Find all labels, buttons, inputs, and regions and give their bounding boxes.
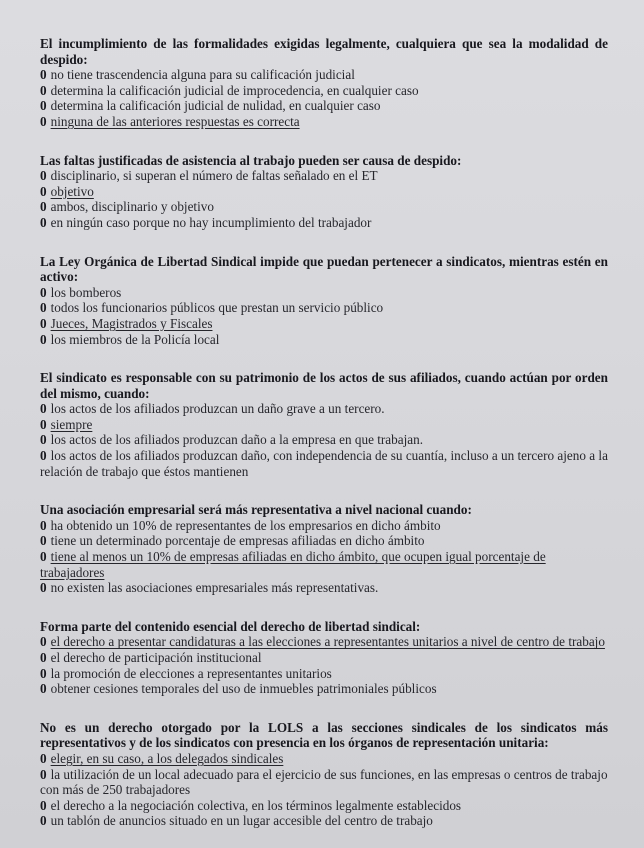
option-marker: 0 xyxy=(40,797,47,813)
option-text: el derecho a la negociación colectiva, en los términos legalmente establecidos xyxy=(50,797,462,813)
option-text: determina la calificación judicial de improcedencia, en cualquier caso xyxy=(50,82,419,98)
answer-option xyxy=(40,798,608,814)
answer-option-correct xyxy=(40,114,608,130)
option-text: los actos de los afiliados produzcan un daño grave a un tercero. xyxy=(50,401,385,417)
option-text: siempre xyxy=(50,416,93,432)
answer-option xyxy=(40,168,608,184)
option-marker: 0 xyxy=(40,813,47,829)
answer-option xyxy=(40,300,608,316)
question-1 xyxy=(40,36,608,130)
answer-option xyxy=(40,813,608,829)
answer-option xyxy=(40,67,608,83)
question-3 xyxy=(40,254,608,348)
option-marker: 0 xyxy=(40,401,47,417)
answer-option xyxy=(40,767,608,798)
option-marker: 0 xyxy=(40,113,47,129)
option-text: la utilización de un local adecuado para el ejercicio de sus funciones, en las empresas o centros de trabajo con más de 250 trabajadores xyxy=(40,766,608,798)
option-marker: 0 xyxy=(40,416,47,432)
question-5 xyxy=(40,502,608,596)
option-text: los miembros de la Policía local xyxy=(50,331,220,347)
answer-option-correct xyxy=(40,316,608,332)
option-marker: 0 xyxy=(40,300,47,316)
option-marker: 0 xyxy=(40,168,47,184)
option-marker: 0 xyxy=(40,199,47,215)
question-stem: Forma parte del contenido esencial del derecho de libertad sindical: xyxy=(40,618,421,634)
option-marker: 0 xyxy=(40,681,47,697)
option-text: no tiene trascendencia alguna para su calificación judicial xyxy=(50,67,355,83)
answer-option xyxy=(40,518,608,534)
option-text: disciplinario, si superan el número de faltas señalado en el ET xyxy=(50,168,378,184)
question-4 xyxy=(40,370,608,479)
answer-option xyxy=(40,83,608,99)
answer-option-correct xyxy=(40,417,608,433)
option-marker: 0 xyxy=(40,766,47,782)
option-text: tiene al menos un 10% de empresas afiliadas en dicho ámbito, que ocupen igual porcentaje de trabajadores xyxy=(40,549,546,580)
question-7 xyxy=(40,720,608,829)
option-marker: 0 xyxy=(40,214,47,230)
option-marker: 0 xyxy=(40,665,47,681)
answer-option-correct xyxy=(40,751,608,767)
answer-option xyxy=(40,681,608,697)
answer-option xyxy=(40,199,608,215)
option-marker: 0 xyxy=(40,650,47,665)
option-marker: 0 xyxy=(40,432,47,448)
option-text: obtener cesiones temporales del uso de inmuebles patrimoniales públicos xyxy=(50,681,437,697)
option-marker: 0 xyxy=(40,533,47,549)
answer-option xyxy=(40,666,608,682)
question-6 xyxy=(40,619,608,697)
answer-option xyxy=(40,432,608,448)
option-text: ambos, disciplinario y objetivo xyxy=(50,199,214,215)
answer-option xyxy=(40,98,608,114)
option-marker: 0 xyxy=(40,82,47,98)
option-text: elegir, en su caso, a los delegados sindicales xyxy=(50,750,284,766)
option-marker: 0 xyxy=(40,67,47,83)
option-text: el derecho a presentar candidaturas a las elecciones a representantes unitarios a nivel de centro de trabajo xyxy=(50,634,605,650)
answer-option xyxy=(40,650,608,666)
answer-option xyxy=(40,215,608,231)
option-text: la promoción de elecciones a representantes unitarios xyxy=(50,665,332,681)
option-text: en ningún caso porque no hay incumplimiento del trabajador xyxy=(50,214,372,230)
question-stem: No es un derecho otorgado por la LOLS a las secciones sindicales de los sindicatos más representativos y de los sindicatos con presencia en los órganos de representación unitaria: xyxy=(40,719,608,751)
answer-option xyxy=(40,580,608,596)
option-marker: 0 xyxy=(40,331,47,347)
answer-option-correct xyxy=(40,184,608,200)
answer-option xyxy=(40,285,608,301)
option-marker: 0 xyxy=(40,517,47,533)
option-text: objetivo xyxy=(50,183,94,199)
question-stem: Las faltas justificadas de asistencia al trabajo pueden ser causa de despido: xyxy=(40,152,462,168)
option-text: un tablón de anuncios situado en un lugar accesible del centro de trabajo xyxy=(50,813,433,829)
option-marker: 0 xyxy=(40,284,47,300)
answer-option-correct xyxy=(40,634,608,650)
answer-option xyxy=(40,533,608,549)
option-marker: 0 xyxy=(40,549,47,565)
answer-option xyxy=(40,332,608,348)
option-marker: 0 xyxy=(40,750,47,766)
answer-option-correct xyxy=(40,549,608,580)
option-text: tiene un determinado porcentaje de empresas afiliadas en dicho ámbito xyxy=(50,533,425,549)
question-2 xyxy=(40,153,608,231)
option-text: los actos de los afiliados produzcan daño a la empresa en que trabajan. xyxy=(50,432,423,448)
option-marker: 0 xyxy=(40,183,47,199)
option-text: el derecho de participación institucional xyxy=(50,650,262,665)
option-marker: 0 xyxy=(40,315,47,331)
option-text: los bomberos xyxy=(50,284,122,300)
option-marker: 0 xyxy=(40,98,47,114)
option-marker: 0 xyxy=(40,634,47,650)
option-marker: 0 xyxy=(40,448,47,464)
option-text: determina la calificación judicial de nulidad, en cualquier caso xyxy=(50,98,381,114)
option-text: no existen las asociaciones empresariales más representativas. xyxy=(50,580,379,596)
option-text: Jueces, Magistrados y Fiscales xyxy=(50,315,213,331)
question-stem: El sindicato es responsable con su patrimonio de los actos de sus afiliados, cuando actúan por orden del mismo, cuando: xyxy=(40,370,608,401)
question-stem: Una asociación empresarial será más representativa a nivel nacional cuando: xyxy=(40,502,472,518)
answer-option xyxy=(40,401,608,417)
option-text: los actos de los afiliados produzcan daño, con independencia de su cuantía, incluso a un tercero ajeno a la relación de trabajo que éstos mantienen xyxy=(40,448,608,479)
option-text: ninguna de las anteriores respuestas es correcta xyxy=(50,113,300,129)
question-stem: El incumplimiento de las formalidades exigidas legalmente, cualquiera que sea la modalidad de despido: xyxy=(40,36,608,67)
question-stem: La Ley Orgánica de Libertad Sindical impide que puedan pertenecer a sindicatos, mientras estén en activo: xyxy=(40,253,608,285)
option-text: ha obtenido un 10% de representantes de los empresarios en dicho ámbito xyxy=(50,517,441,533)
option-marker: 0 xyxy=(40,580,47,596)
answer-option xyxy=(40,448,608,479)
option-text: todos los funcionarios públicos que prestan un servicio público xyxy=(50,300,384,316)
